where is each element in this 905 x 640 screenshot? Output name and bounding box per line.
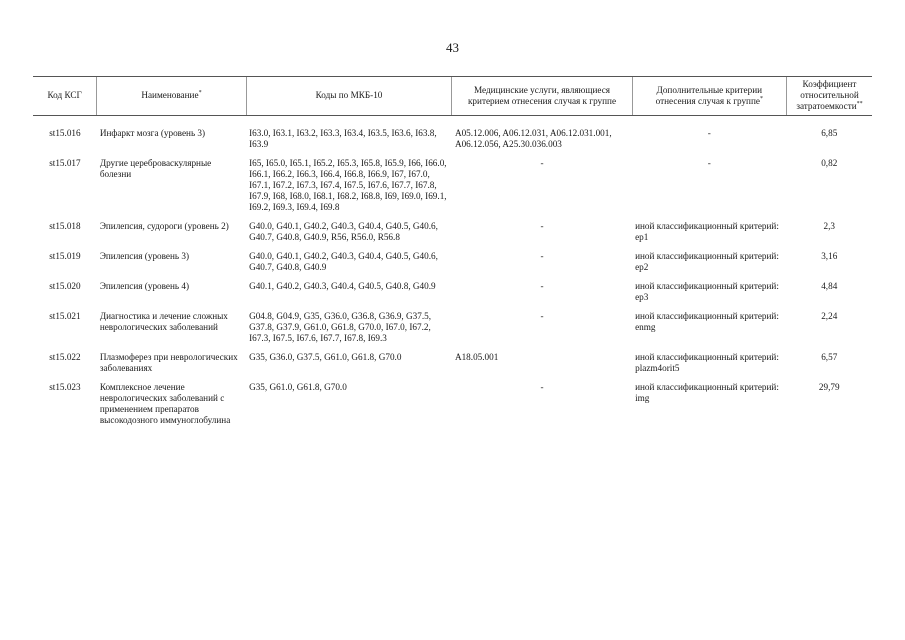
cell-med: - [540,281,544,291]
cell-add: иной классификационный критерий: enmg [635,311,779,332]
cell-name: Эпилепсия (уровень 3) [99,251,190,261]
table-row [33,311,872,352]
cell-mkb: G40.0, G40.1, G40.2, G40.3, G40.4, G40.5, G40.6, G40.7, G40.8, G40.9 [249,251,438,272]
cell-code: st15.023 [49,382,81,392]
cell-mkb: G04.8, G04.9, G35, G36.0, G36.8, G36.9, G37.5, G37.8, G37.9, G61.0, G61.8, G70.0, I67.0, I67.2, I67.3, I67.5, I67.6, I67.7, I67.8, I69.3 [249,311,432,343]
header-code: Код КСГ [33,77,97,116]
cell-med: - [540,251,544,261]
cell-med: - [540,382,544,392]
header-name: Наименование* [97,77,246,116]
cell-coef: 6,57 [821,352,838,362]
cell-code: st15.018 [49,221,81,231]
cell-code: st15.019 [49,251,81,261]
cell-add: - [707,158,711,168]
cell-add: иной классификационный критерий: ep2 [635,251,779,272]
cell-code: st15.017 [49,158,81,168]
cell-coef: 2,24 [821,311,838,321]
ksg-table [33,76,872,434]
table-row [33,158,872,221]
cell-coef: 3,16 [821,251,838,261]
cell-coef: 6,85 [821,128,838,138]
page-number: 43 [446,40,459,55]
cell-mkb: G35, G36.0, G37.5, G61.0, G61.8, G70.0 [249,352,402,362]
cell-name: Эпилепсия (уровень 4) [99,281,190,291]
cell-add: иной классификационный критерий: plazm4orit5 [635,352,779,373]
cell-name: Эпилепсия, судороги (уровень 2) [99,221,229,231]
cell-med: A18.05.001 [454,352,499,362]
table-row [33,382,872,434]
cell-code: st15.021 [49,311,81,321]
cell-name: Диагностика и лечение сложных неврологических заболеваний [99,311,228,332]
cell-med: - [540,311,544,321]
header-coef: Коэффициент относительной затратоемкости** [787,77,873,116]
cell-coef: 0,82 [821,158,838,168]
cell-add: иной классификационный критерий: img [635,382,779,403]
cell-name: Комплексное лечение неврологических заболеваний с применением препаратов высокодозного иммуноглобулина [99,382,231,425]
cell-code: st15.016 [49,128,81,138]
cell-coef: 29,79 [818,382,840,392]
cell-mkb: I65, I65.0, I65.1, I65.2, I65.3, I65.8, I65.9, I66, I66.0, I66.1, I66.2, I66.3, I66.4, I66.8, I66.9, I67, I67.0, I67.1, I67.2, I67.3, I67.4, I67.5, I67.6, I67.7, I67.8, I67.9, I68, I68.0, I68.1, I68.2, I68.8, I69, I69.0, I69.1, I69.2, I69.3, I69.4, I69.8 [249,158,447,212]
table-row [33,281,872,311]
cell-code: st15.020 [49,281,81,291]
header-add: Дополнительные критерии отнесения случая к группе* [632,77,786,116]
cell-add: - [707,128,711,138]
table-header-row [33,77,872,116]
table-row [33,352,872,382]
cell-add: иной классификационный критерий: ep1 [635,221,779,242]
table-row [33,128,872,158]
cell-name: Инфаркт мозга (уровень 3) [99,128,206,138]
cell-mkb: G35, G61.0, G61.8, G70.0 [249,382,347,392]
cell-med: - [540,221,544,231]
table-row [33,251,872,281]
header-name-note: * [198,89,202,96]
cell-med: A05.12.006, A06.12.031, A06.12.031.001, A06.12.056, A25.30.036.003 [454,128,612,149]
cell-med: - [540,158,544,168]
header-mkb: Коды по МКБ-10 [246,77,452,116]
cell-name: Другие цереброваскулярные болезни [99,158,212,179]
header-coef-note: ** [856,100,863,107]
cell-name: Плазмоферез при неврологических заболеваниях [99,352,238,373]
cell-mkb: G40.1, G40.2, G40.3, G40.4, G40.5, G40.8, G40.9 [249,281,436,291]
cell-code: st15.022 [49,352,81,362]
cell-mkb: I63.0, I63.1, I63.2, I63.3, I63.4, I63.5, I63.6, I63.8, I63.9 [249,128,437,149]
header-med: Медицинские услуги, являющиеся критерием отнесения случая к группе [452,77,632,116]
cell-coef: 4,84 [821,281,838,291]
table-row [33,221,872,251]
cell-coef: 2,3 [823,221,835,231]
header-add-note: * [759,95,763,102]
cell-mkb: G40.0, G40.1, G40.2, G40.3, G40.4, G40.5, G40.6, G40.7, G40.8, G40.9, R56, R56.0, R56.8 [249,221,438,242]
cell-add: иной классификационный критерий: ep3 [635,281,779,302]
